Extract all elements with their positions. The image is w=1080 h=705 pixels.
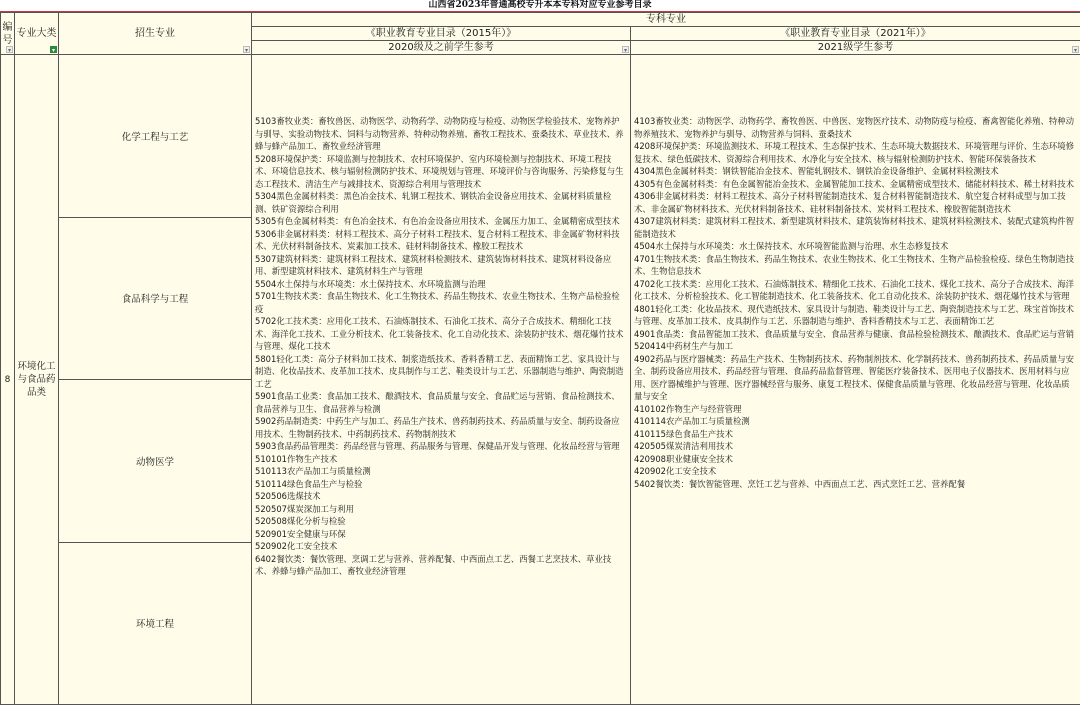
catalog-entry: 5903食品药品管理类：药品经营与管理、药品服务与管理、保健品开发与管理、化妆品经营与管理	[255, 441, 620, 451]
cell-no[interactable]: 8	[1, 55, 15, 705]
cell-majors	[59, 55, 252, 705]
catalog-entry: 5402餐饮类：餐饮智能管理、烹饪工艺与营养、中西面点工艺、西式烹饪工艺、营养配餐	[634, 478, 966, 489]
major-item[interactable]: 动物医学	[59, 380, 251, 543]
header-category	[15, 13, 59, 55]
catalog-entry: 520508煤化分析与检验	[255, 516, 346, 526]
header-enroll	[59, 13, 252, 55]
catalog-entry: 5208环境保护类：环境监测与控制技术、农村环境保护、室内环境检测与控制技术、环境工程技术、环境信息技术、核与辐射检测防护技术、环境规划与管理、环境评价与咨询服务、污染修复与生态工程技术、清洁生产与减排技术、资源综合利用与管理技术	[255, 153, 624, 189]
header-category-label: 专业大类	[16, 28, 57, 39]
header-enroll-label: 招生专业	[135, 28, 175, 39]
cell-list-2021[interactable]	[631, 55, 1080, 705]
catalog-entry: 420908职业健康安全技术	[634, 453, 733, 464]
catalog-entry: 5801轻化工类：高分子材料加工技术、制浆造纸技术、香料香精工艺、表面精饰工艺、家具设计与制造、化妆品技术、皮革加工技术、皮具制作与工艺、鞋类设计与工艺、乐器制造与维护、陶瓷制造工艺	[255, 353, 624, 389]
catalog-entry: 5901食品工业类：食品加工技术、酿酒技术、食品质量与安全、食品贮运与营销、食品检测技术、食品营养与卫生、食品营养与检测	[255, 391, 620, 414]
catalog-entry: 520902化工安全技术	[255, 541, 338, 551]
cell-list-2015[interactable]	[252, 55, 631, 705]
catalog-entry: 4901食品类：食品智能加工技术、食品质量与安全、食品营养与健康、食品检验检测技术、酿酒技术、食品贮运与营销	[634, 328, 1075, 339]
filter-active-icon[interactable]: ▾	[51, 47, 55, 54]
catalog-entry: 5305有色金属材料类：有色冶金技术、有色冶金设备应用技术、金属压力加工、金属精密成型技术	[255, 216, 620, 226]
catalog-entry: 5504水土保持与水环境类：水土保持技术、水环境监测与治理	[255, 278, 486, 289]
catalog-entry: 5701生物技术类：食品生物技术、化工生物技术、药品生物技术、农业生物技术、生物产品检验检疫	[255, 291, 620, 314]
major-item[interactable]: 食品科学与工程	[59, 218, 251, 381]
filter-dropdown-icon[interactable]: ▾	[1073, 47, 1077, 54]
catalog-entry: 510101作物生产技术	[255, 453, 338, 464]
header-col-2015: 《职业教育专业目录（2015年）》	[252, 27, 631, 41]
catalog-entry: 410114农产品加工与质量检测	[634, 416, 750, 426]
catalog-entry: 4208环境保护类：环境监测技术、环境工程技术、生态保护技术、生态环境大数据技术、环境管理与评价、生态环境修复技术、绿色低碳技术、资源综合利用技术、水净化与安全技术、核与辐射检测防护技术、智能环保装备技术	[634, 141, 1075, 164]
catalog-entry: 4304黑色金属材料类：钢铁智能冶金技术、智能轧钢技术、钢铁冶金设备维护、金属材料检测技术	[634, 166, 999, 176]
catalog-entry: 5306非金属材料类：材料工程技术、高分子材料工程技术、复合材料工程技术、非金属矿物材料技术、光伏材料制备技术、炭素加工技术、硅材料制备技术、橡胶工程技术	[255, 228, 620, 251]
catalog-entry: 5307建筑材料类：建筑材料工程技术、建筑材料检测技术、建筑装饰材料技术、建筑材料设备应用、新型建筑材料技术、建筑材料生产与管理	[255, 253, 612, 276]
catalog-entry: 4702化工技术类：应用化工技术、石油炼制技术、精细化工技术、石油化工技术、煤化工技术、高分子合成技术、海洋化工技术、分析检验技术、化工智能制造技术、化工装备技术、化工自动化技术、涂装防护技术、烟花爆竹技术与管理	[634, 278, 1075, 301]
catalog-entry: 5702化工技术类：应用化工技术、石油炼制技术、石油化工技术、高分子合成技术、精细化工技术、海洋化工技术、工业分析技术、化工装备技术、化工自动化技术、涂装防护技术、烟花爆竹技术与管理、煤化工技术	[255, 316, 624, 351]
catalog-entry: 4504水土保持与水环境类：水土保持技术、水环境智能监测与治理、水生态修复技术	[634, 241, 949, 251]
catalog-entry: 420902化工安全技术	[634, 466, 717, 476]
catalog-entry: 420505煤炭清洁利用技术	[634, 441, 733, 451]
filter-dropdown-icon[interactable]: ▾	[623, 47, 627, 54]
header-col-2021-sub	[631, 41, 1080, 55]
header-col-2021-sub-label: 2021级学生参考	[817, 42, 894, 53]
header-spec: 专科专业	[252, 13, 1080, 27]
catalog-entry: 5304黑色金属材料类：黑色冶金技术、轧钢工程技术、钢铁冶金设备应用技术、金属材料质量检测、铁矿资源综合利用	[255, 191, 612, 214]
major-item[interactable]: 环境工程	[135, 619, 174, 631]
major-item[interactable]: 化学工程与工艺	[59, 55, 251, 218]
catalog-entry: 520414中药材生产与加工	[634, 341, 733, 351]
catalog-entry: 410115绿色食品生产技术	[634, 428, 733, 439]
catalog-entry: 520901安全健康与环保	[255, 528, 346, 539]
catalog-entry: 4307建筑材料类：建筑材料工程技术、新型建筑材料技术、建筑装饰材料技术、建筑材料检测技术、装配式建筑构件智能制造技术	[634, 216, 1075, 239]
header-no	[1, 13, 15, 55]
filter-dropdown-icon[interactable]: ▾	[7, 47, 11, 54]
header-col-2015-sub-label: 2020级及之前学生参考	[388, 42, 494, 53]
header-no-label: 编号	[2, 21, 13, 46]
catalog-entry: 4306非金属材料类：材料工程技术、高分子材料智能制造技术、复合材料智能制造技术、航空复合材料成型与加工技术、非金属矿物材料技术、光伏材料制备技术、硅材料制备技术、炭材料工程技术、橡胶智能制造技术	[634, 191, 1066, 214]
filter-dropdown-icon[interactable]: ▾	[244, 47, 248, 54]
header-col-2015-sub	[252, 41, 631, 55]
catalog-entry: 510114绿色食品生产与检验	[255, 478, 363, 489]
cell-category[interactable]: 环境化工与食品药品类	[15, 55, 59, 705]
sheet-title: 山西省2023年普通高校专升本本专科对应专业参考目录	[0, 0, 1080, 12]
catalog-entry: 6402餐饮类：餐饮管理、烹调工艺与营养、营养配餐、中西面点工艺、西餐工艺烹技术、草业技术、养蜂与蜂产品加工、畜牧业经济管理	[255, 553, 612, 576]
catalog-table	[0, 12, 1080, 705]
catalog-entry: 510113农产品加工与质量检测	[255, 466, 371, 476]
catalog-entry: 4305有色金属材料类：有色金属智能冶金技术、金属智能加工技术、金属精密成型技术、储能材料技术、稀土材料技术	[634, 178, 1075, 189]
catalog-entry: 5902药品制造类：中药生产与加工、药品生产技术、兽药制药技术、药品质量与安全、制药设备应用技术、生物制药技术、中药制药技术、药物制剂技术	[255, 416, 620, 439]
catalog-entry: 410102作物生产与经营管理	[634, 403, 742, 414]
header-col-2021: 《职业教育专业目录（2021年）》	[631, 27, 1080, 41]
catalog-entry: 4801轻化工类：化妆品技术、现代造纸技术、家具设计与制造、鞋类设计与工艺、陶瓷制造技术与工艺、珠宝首饰技术与管理、皮革加工技术、皮具制作与工艺、乐器制造与维护、香料香精技术与工艺、表面精饰工艺	[634, 303, 1075, 326]
catalog-entry: 4701生物技术类：食品生物技术、药品生物技术、农业生物技术、化工生物技术、生物产品检验检疫、绿色生物制造技术、生物信息技术	[634, 253, 1075, 276]
catalog-entry: 5103畜牧业类：畜牧兽医、动物医学、动物药学、动物防疫与检疫、动物医学检验技术、宠物养护与驯导、实验动物技术、饲料与动物营养、特种动物养殖、畜牧工程技术、蚕桑技术、草业技术、养蜂与蜂产品加工、畜牧业经济管理	[255, 116, 624, 151]
catalog-entry: 4902药品与医疗器械类：药品生产技术、生物制药技术、药物制剂技术、化学制药技术、兽药制药技术、药品质量与安全、制药设备应用技术、药品经营与管理、食品药品监督管理、智能医疗装备技术、医用电子仪器技术、医用材料与应用、医疗器械维护与管理、医疗器械经营与服务、康复工程技术、保健食品质量与管理、化妆品经营与管理、化妆品质量与安全	[634, 353, 1075, 401]
catalog-entry: 4103畜牧业类：动物医学、动物药学、畜牧兽医、中兽医、宠物医疗技术、动物防疫与检疫、畜禽智能化养殖、特种动物养殖技术、宠物养护与驯导、动物营养与饲料、蚕桑技术	[634, 116, 1075, 139]
catalog-entry: 520507煤炭深加工与利用	[255, 503, 354, 514]
catalog-entry: 520506选煤技术	[255, 491, 321, 501]
